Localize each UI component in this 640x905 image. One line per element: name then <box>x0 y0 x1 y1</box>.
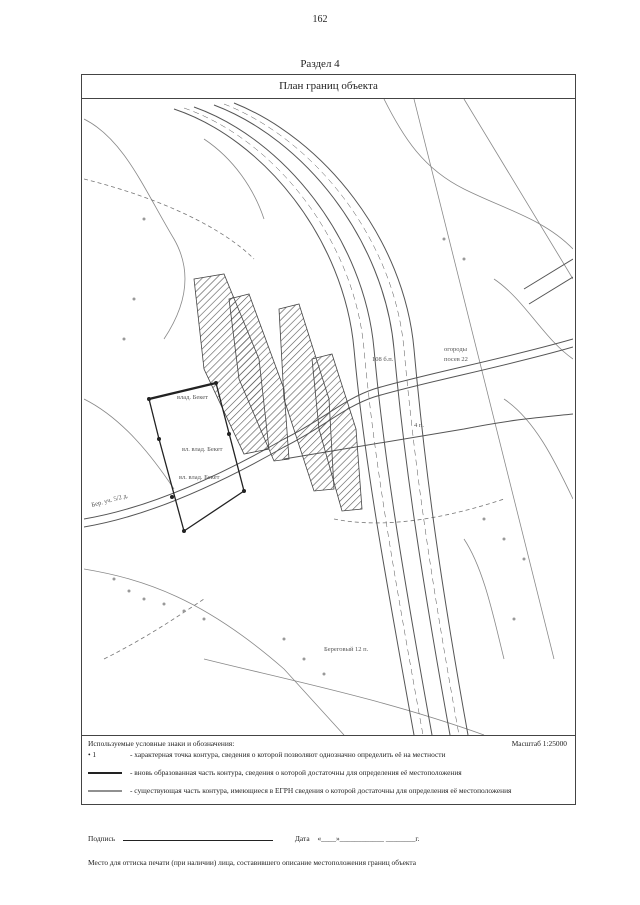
scale-label: Масштаб 1:25000 <box>511 739 567 748</box>
signature-label: Подпись <box>88 834 116 843</box>
legend-item-text: - вновь образованная часть контура, сведения о которой достаточны для определения её местоположения <box>130 768 462 777</box>
map-label-vlad-lower: вл. влад. Бекет <box>179 474 220 481</box>
document-frame <box>81 74 576 867</box>
date-label: Дата <box>294 834 310 843</box>
map-label-road-right: 4 п. <box>414 422 424 429</box>
signature-line[interactable] <box>123 833 273 841</box>
date-field[interactable]: «____»____________ ________г. <box>317 834 420 843</box>
existing-contour-line-icon <box>88 786 124 796</box>
legend-item-text: - характерная точка контура, сведения о которой позволяют однозначно определить её на местности <box>130 750 446 759</box>
map-label-vlad: влад. Бекет <box>177 394 209 401</box>
section-title: Раздел 4 <box>300 58 340 70</box>
signature-row <box>88 833 568 843</box>
legend <box>82 735 575 867</box>
page-number: 162 <box>312 14 328 25</box>
stamp-place: Место для оттиска печати (при наличии) лица, составившего описание местоположения границ объекта <box>88 858 417 867</box>
map-drawing <box>84 99 573 735</box>
map-label-road-left: Бер. уч. 5/2 д. <box>90 492 129 509</box>
map-label-road-mid: 108 б.п. <box>372 356 394 363</box>
plan-title: План границ объекта <box>82 75 575 99</box>
new-contour-line-icon <box>88 768 124 778</box>
boundary-map <box>84 99 573 735</box>
point-symbol: • 1 <box>88 750 97 759</box>
legend-heading: Используемые условные знаки и обозначения: <box>88 739 235 748</box>
map-label-bottom: Береговый 12 п. <box>324 646 369 653</box>
legend-item-text: - существующая часть контура, имеющиеся в ЕГРН сведения о которой достаточны для определения её местоположения <box>130 786 512 795</box>
map-label-field-right: огороды <box>444 346 467 353</box>
map-label-field-right2: посев 22 <box>444 356 468 363</box>
map-label-vlad-upper: вл. влад. Бекет <box>182 446 223 453</box>
